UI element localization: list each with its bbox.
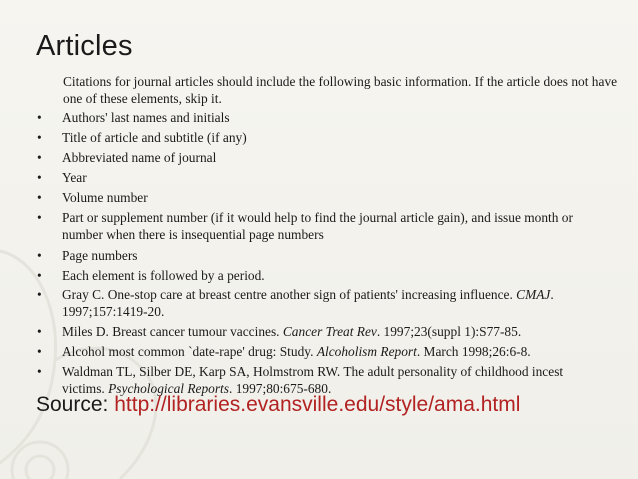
bullet: •	[37, 324, 42, 339]
citation-details: . March 1998;26:6-8.	[416, 344, 531, 359]
bullet: •	[37, 268, 42, 283]
citation-details: . 1997;23(suppl 1):S77-85.	[376, 324, 522, 339]
citation-examples-list	[36, 286, 608, 400]
list-item-text: Volume number	[62, 190, 148, 205]
journal-name: Cancer Treat Rev	[282, 324, 377, 339]
source-line	[36, 393, 520, 417]
source-link[interactable]: http://libraries.evansville.edu/style/ama.html	[114, 393, 521, 416]
list-item	[36, 109, 608, 126]
list-item	[36, 189, 608, 206]
citation-details: . 1997;80:675-680.	[229, 381, 332, 396]
citation-text: Miles D. Breast cancer tumour vaccines.	[62, 324, 283, 339]
example-citation	[36, 286, 608, 320]
journal-name: Psychological Reports	[108, 381, 229, 396]
bullet: •	[37, 344, 42, 359]
list-item	[36, 149, 608, 166]
list-item-text: Year	[62, 170, 87, 185]
bullet: •	[37, 364, 42, 379]
citation-details: . 1997;157:1419-20.	[62, 287, 554, 319]
citation-elements-list	[36, 109, 608, 287]
journal-name: Alcoholism Report	[316, 344, 417, 359]
list-item-text: Title of article and subtitle (if any)	[62, 130, 247, 145]
bullet: •	[37, 150, 42, 165]
example-citation	[36, 363, 608, 397]
list-item-text: Each element is followed by a period.	[62, 268, 265, 283]
bullet: •	[37, 170, 42, 185]
list-item	[36, 267, 608, 284]
journal-name: CMAJ	[516, 287, 551, 302]
example-citation	[36, 323, 608, 340]
list-item-text: Part or supplement number (if it would help to find the journal article gain), and issue month or number when there is insequential page numbers	[62, 210, 573, 242]
bullet: •	[37, 190, 42, 205]
citation-text: Gray C. One-stop care at breast centre another sign of patients' increasing influence.	[62, 287, 517, 302]
bullet: •	[37, 210, 42, 225]
example-citation	[36, 343, 608, 360]
bullet: •	[37, 110, 42, 125]
list-item	[36, 129, 608, 146]
slide-title: Articles	[36, 30, 133, 62]
list-item-text: Abbreviated name of journal	[62, 150, 217, 165]
bullet: •	[37, 130, 42, 145]
list-item	[36, 209, 608, 243]
intro-paragraph: Citations for journal articles should include the following basic information. If the article does not have one of these elements, skip it.	[63, 74, 618, 106]
bullet: •	[37, 248, 42, 263]
source-label: Source:	[36, 393, 109, 416]
list-item	[36, 247, 608, 264]
citation-text: Alcohol most common `date-rape' drug: Study.	[62, 344, 317, 359]
bullet: •	[37, 287, 42, 302]
list-item-text: Page numbers	[62, 248, 138, 263]
citation-text: Waldman TL, Silber DE, Karp SA, Holmstrom RW. The adult personality of childhood incest victims.	[62, 364, 564, 396]
list-item	[36, 169, 608, 186]
list-item-text: Authors' last names and initials	[62, 110, 230, 125]
